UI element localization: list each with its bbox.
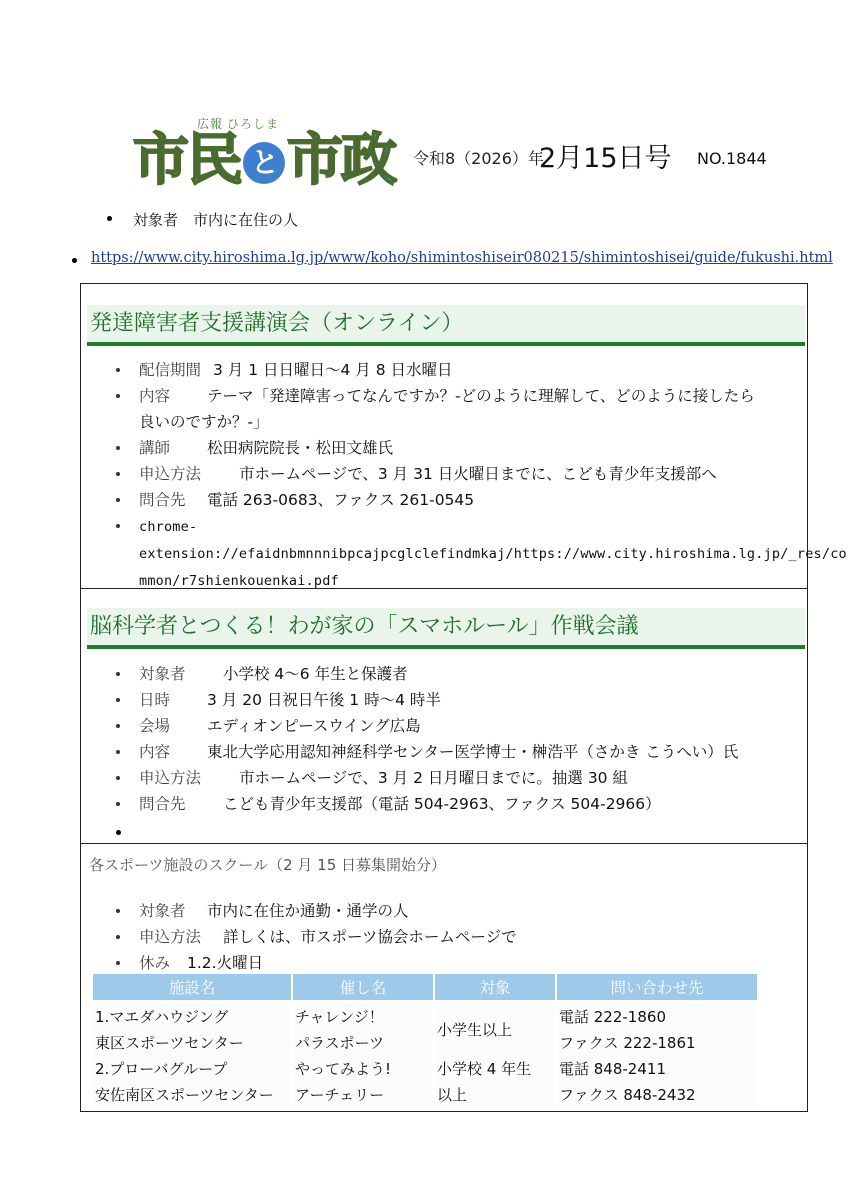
- issue-date: 2月15日号: [539, 143, 672, 174]
- table-header-row: [93, 974, 757, 1000]
- list-item: 申込方法 市ホームページで、3 月 2 日月曜日までに。抽選 30 組: [81, 765, 801, 791]
- bullet-icon: [107, 216, 112, 221]
- section-item-list: [81, 898, 801, 976]
- list-item: 内容 東北大学応用認知神経科学センター医学博士・榊浩平（さかき こうへい）氏: [81, 739, 801, 765]
- table-cell-event: やってみよう! アーチェリー: [293, 1056, 433, 1108]
- issue-number: NO.1844: [697, 149, 767, 168]
- list-item-url-continuation: extension://efaidnbmnnnibpcajpcglclefindmkaj/https://www.city.hiroshima.lg.jp/_res/co: [139, 546, 847, 562]
- list-item: 講師 松田病院院長・松田文雄氏: [81, 435, 801, 461]
- list-item: 問合先 電話 263-0683、ファクス 261-0545: [81, 487, 801, 513]
- logo-subtitle: 広報 ひろしま: [197, 117, 280, 131]
- list-item: 休み 1.2.火曜日: [81, 950, 801, 976]
- list-item: 申込方法 詳しくは、市スポーツ協会ホームページで: [81, 924, 801, 950]
- list-item: 日時 3 月 20 日祝日午後 1 時～4 時半: [81, 687, 801, 713]
- list-item: 問合先 こども青少年支援部（電話 504-2963、ファクス 504-2966）: [81, 791, 801, 817]
- publication-logo: 市民 と 市政: [133, 128, 395, 193]
- section-item-list: [81, 357, 847, 594]
- table-cell-target: 小学校 4 年生 以上: [435, 1056, 555, 1108]
- table-cell-target: 小学生以上: [435, 1000, 555, 1056]
- table-cell-contact: 電話 222-1860 ファクス 222-1861: [557, 1000, 757, 1056]
- issue-era: 令和8（2026）年: [413, 149, 544, 168]
- column-header: 催し名: [293, 974, 433, 1000]
- table-row: [93, 1000, 757, 1056]
- list-item: 対象者 小学校 4～6 年生と保護者: [81, 661, 801, 687]
- list-item-continuation: 良いのですか？-」: [139, 413, 269, 431]
- section-title: 脳科学者とつくる！わが家の「スマホルール」作戦会議: [87, 608, 805, 649]
- source-link-row: [72, 250, 833, 266]
- section-sports-schools: [80, 843, 808, 1112]
- list-item-url-continuation: mmon/r7shienkouenkai.pdf: [139, 573, 339, 589]
- table-cell-event: チャレンジ！ パラスポーツ: [293, 1000, 433, 1056]
- list-item: 配信期間 3 月 1 日日曜日～4 月 8 日水曜日: [81, 357, 801, 383]
- section-title: 発達障害者支援講演会（オンライン）: [87, 305, 805, 346]
- list-item-url: chrome-: [81, 513, 801, 540]
- table-row: [93, 1056, 757, 1108]
- list-item: 会場 エディオンピースウイング広島: [81, 713, 801, 739]
- column-header: 施設名: [93, 974, 291, 1000]
- table-cell-facility: 2.プローバグループ 安佐南区スポーツセンター: [93, 1056, 291, 1108]
- list-item: 内容 テーマ「発達障害ってなんですか？-どのように理解して、どのように接したら: [81, 383, 801, 409]
- section-smartphone-rules: [80, 588, 808, 844]
- source-link[interactable]: https://www.city.hiroshima.lg.jp/www/koho/shimintoshiseir080215/shimintoshisei/guide/fukushi.html: [91, 250, 833, 266]
- list-item: 申込方法 市ホームページで、3 月 31 日火曜日までに、こども青少年支援部へ: [81, 461, 801, 487]
- section-title: 各スポーツ施設のスクール（2 月 15 日募集開始分）: [89, 856, 447, 874]
- sports-school-table: [91, 974, 759, 1108]
- bullet-icon: [72, 258, 77, 263]
- table-cell-facility: 1.マエダハウジング 東区スポーツセンター: [93, 1000, 291, 1056]
- column-header: 問い合わせ先: [557, 974, 757, 1000]
- section-developmental-lecture: [80, 283, 847, 589]
- list-item: 対象者 市内に在住か通勤・通学の人: [81, 898, 801, 924]
- top-bullet-item: 対象者 市内に在住の人: [107, 209, 298, 230]
- table-cell-contact: 電話 848-2411 ファクス 848-2432: [557, 1056, 757, 1108]
- column-header: 対象: [435, 974, 555, 1000]
- empty-bullet-icon: [116, 830, 121, 835]
- section-item-list: [81, 661, 801, 817]
